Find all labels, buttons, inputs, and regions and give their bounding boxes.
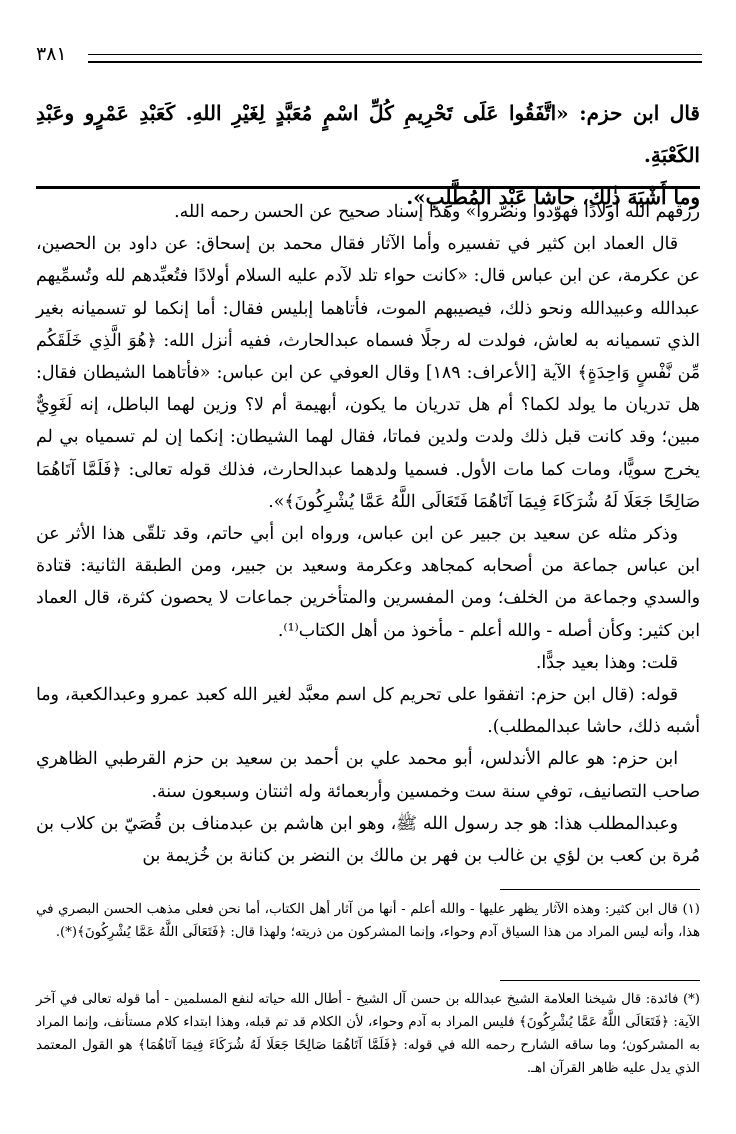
page-number: ٣٨١ (36, 43, 67, 65)
commentary-paragraph: رزقهم الله أولادًا فهوّدوا ونصّروا» وهذا إسناد صحيح عن الحسن رحمه الله. (174, 202, 700, 222)
header-rule (88, 54, 702, 63)
commentary-body (36, 196, 700, 872)
commentary-paragraph: قلت: وهذا بعيد جدًّا. (535, 652, 678, 673)
matn-line: قال ابن حزم: «اتَّفَقُوا عَلَى تَحْرِيمِ كُلِّ اسْمٍ مُعَبَّدٍ لِغَيْرِ اللهِ. كَعَبْدِ عَمْرٍو وعَبْدِ الكَعْبَةِ. (36, 101, 700, 167)
commentary-paragraph: وذكر مثله عن سعيد بن جبير عن ابن عباس، ورواه ابن أبي حاتم، وقد تلقّى هذا الأثر عن ابن عباس جماعة من أصحابه كمجاهد وعكرمة وسعيد بن جبير، ومن الطبقة الثانية: قتادة والسدي وجماعة من الخلف؛ ومن المفسرين والمتأخرين جماعات لا يحصون كثرة، قال العماد ابن كثير: وكأن أصله - والله أعلم - مأخوذ من أهل الكتاب⁽¹⁾. (36, 524, 700, 641)
footnote-rule (500, 889, 700, 890)
section-divider (36, 186, 700, 189)
footnote-2 (36, 988, 700, 1080)
commentary-paragraph: قوله: (قال ابن حزم: اتفقوا على تحريم كل اسم معبَّد لغير الله كعبد عمرو وعبدالكعبة، وما أشبه ذلك، حاشا عبدالمطلب). (36, 685, 700, 738)
matn-line: وما أَشْبَهَ ذٰلِكَ، حاشا عَبْد المُطَّلِبِ». (406, 185, 700, 209)
commentary-paragraph: وعبدالمطلب هذا: هو جد رسول الله ﷺ، وهو ابن هاشم بن عبدمناف بن قُصَيّ بن كلاب بن مُرة بن كعب بن لؤي بن غالب بن فهر بن مالك بن النضر بن كنانة بن خُزيمة بن (36, 813, 700, 867)
footnote-rule (500, 980, 700, 981)
commentary-paragraph: قال العماد ابن كثير في تفسيره وأما الآثار فقال محمد بن إسحاق: عن داود بن الحصين، عن عكرمة، عن ابن عباس قال: «كانت حواء تلد لآدم عليه السلام أولادًا فتُعبِّدهم لله وتُسمِّيهم عبدالله وعبيدالله ونحو ذلك، فيصيبهم الموت، فأتاهما إبليس فقال: أما إنكما لو تسميانه بغير الذي تسميانه به لعاش، فولدت له رجلًا فسماه عبدالحارث، ففيه أنزل الله: ﴿هُوَ الَّذِي خَلَقَكُم مِّن نَّفْسٍ وَاحِدَةٍ﴾ الآية [الأعراف: ١٨٩] وقال العوفي عن ابن عباس: «فأتاهما الشيطان فقال: هل تدريان ما يولد لكما؟ أم هل تدريان ما يكون، أبهيمة أم لا؟ وزين لهما الباطل، إنه لَغَوِيٌّ مبين؛ وقد كانت قبل ذلك ولدت ولدين فماتا، فقال لهما الشيطان: إنكما إن لم تسمياه بي لم يخرج سويًّا، ومات كما مات الأول. فسميا ولدهما عبدالحارث، فذلك قوله تعالى: ﴿فَلَمَّا آتَاهُمَا صَالِحًا جَعَلَا لَهُ شُرَكَاءَ فِيمَا آتَاهُمَا فَتَعَالَى اللَّهُ عَمَّا يُشْرِكُونَ﴾». (36, 234, 701, 512)
footnote-text: (١) قال ابن كثير: وهذه الآثار يظهر عليها - والله أعلم - أنها من آثار أهل الكتاب، أما نحن فعلى مذهب الحسن البصري في هذا، وأنه ليس المراد من هذا السياق آدم وحواء، وإنما المشركون من ذريته؛ ولهذا قال: ﴿فَتَعَالَى اللَّهُ عَمَّا يُشْرِكُونَ﴾(*). (36, 902, 700, 940)
footnote-text: (*) فائدة: قال شيخنا العلامة الشيخ عبدالله بن حسن آل الشيخ - أطال الله حياته لنفع المسلمين - أما قوله تعالى في آخر الآية: ﴿فَتَعَالَى اللَّهُ عَمَّا يُشْرِكُونَ﴾ فليس المراد به آدم وحواء، لأن الكلام قد تم قبله، وهذا ابتداء كلام مستأنف، وإنما المراد به المشركون؛ وما ساقه الشارح رحمه الله في قوله: ﴿فَلَمَّا آتَاهُمَا صَالِحًا جَعَلَا لَهُ شُرَكَاءَ فِيمَا آتَاهُمَا﴾ هو القول المعتمد الذي يدل عليه ظاهر القرآن اهـ. (36, 992, 700, 1076)
commentary-paragraph: ابن حزم: هو عالم الأندلس، أبو محمد علي بن أحمد بن سعيد بن حزم القرطبي الظاهري صاحب التصانيف، توفي سنة ست وخمسين وأربعمائة وله اثنتان وسبعون سنة. (36, 749, 700, 802)
footnote-1 (36, 898, 700, 944)
